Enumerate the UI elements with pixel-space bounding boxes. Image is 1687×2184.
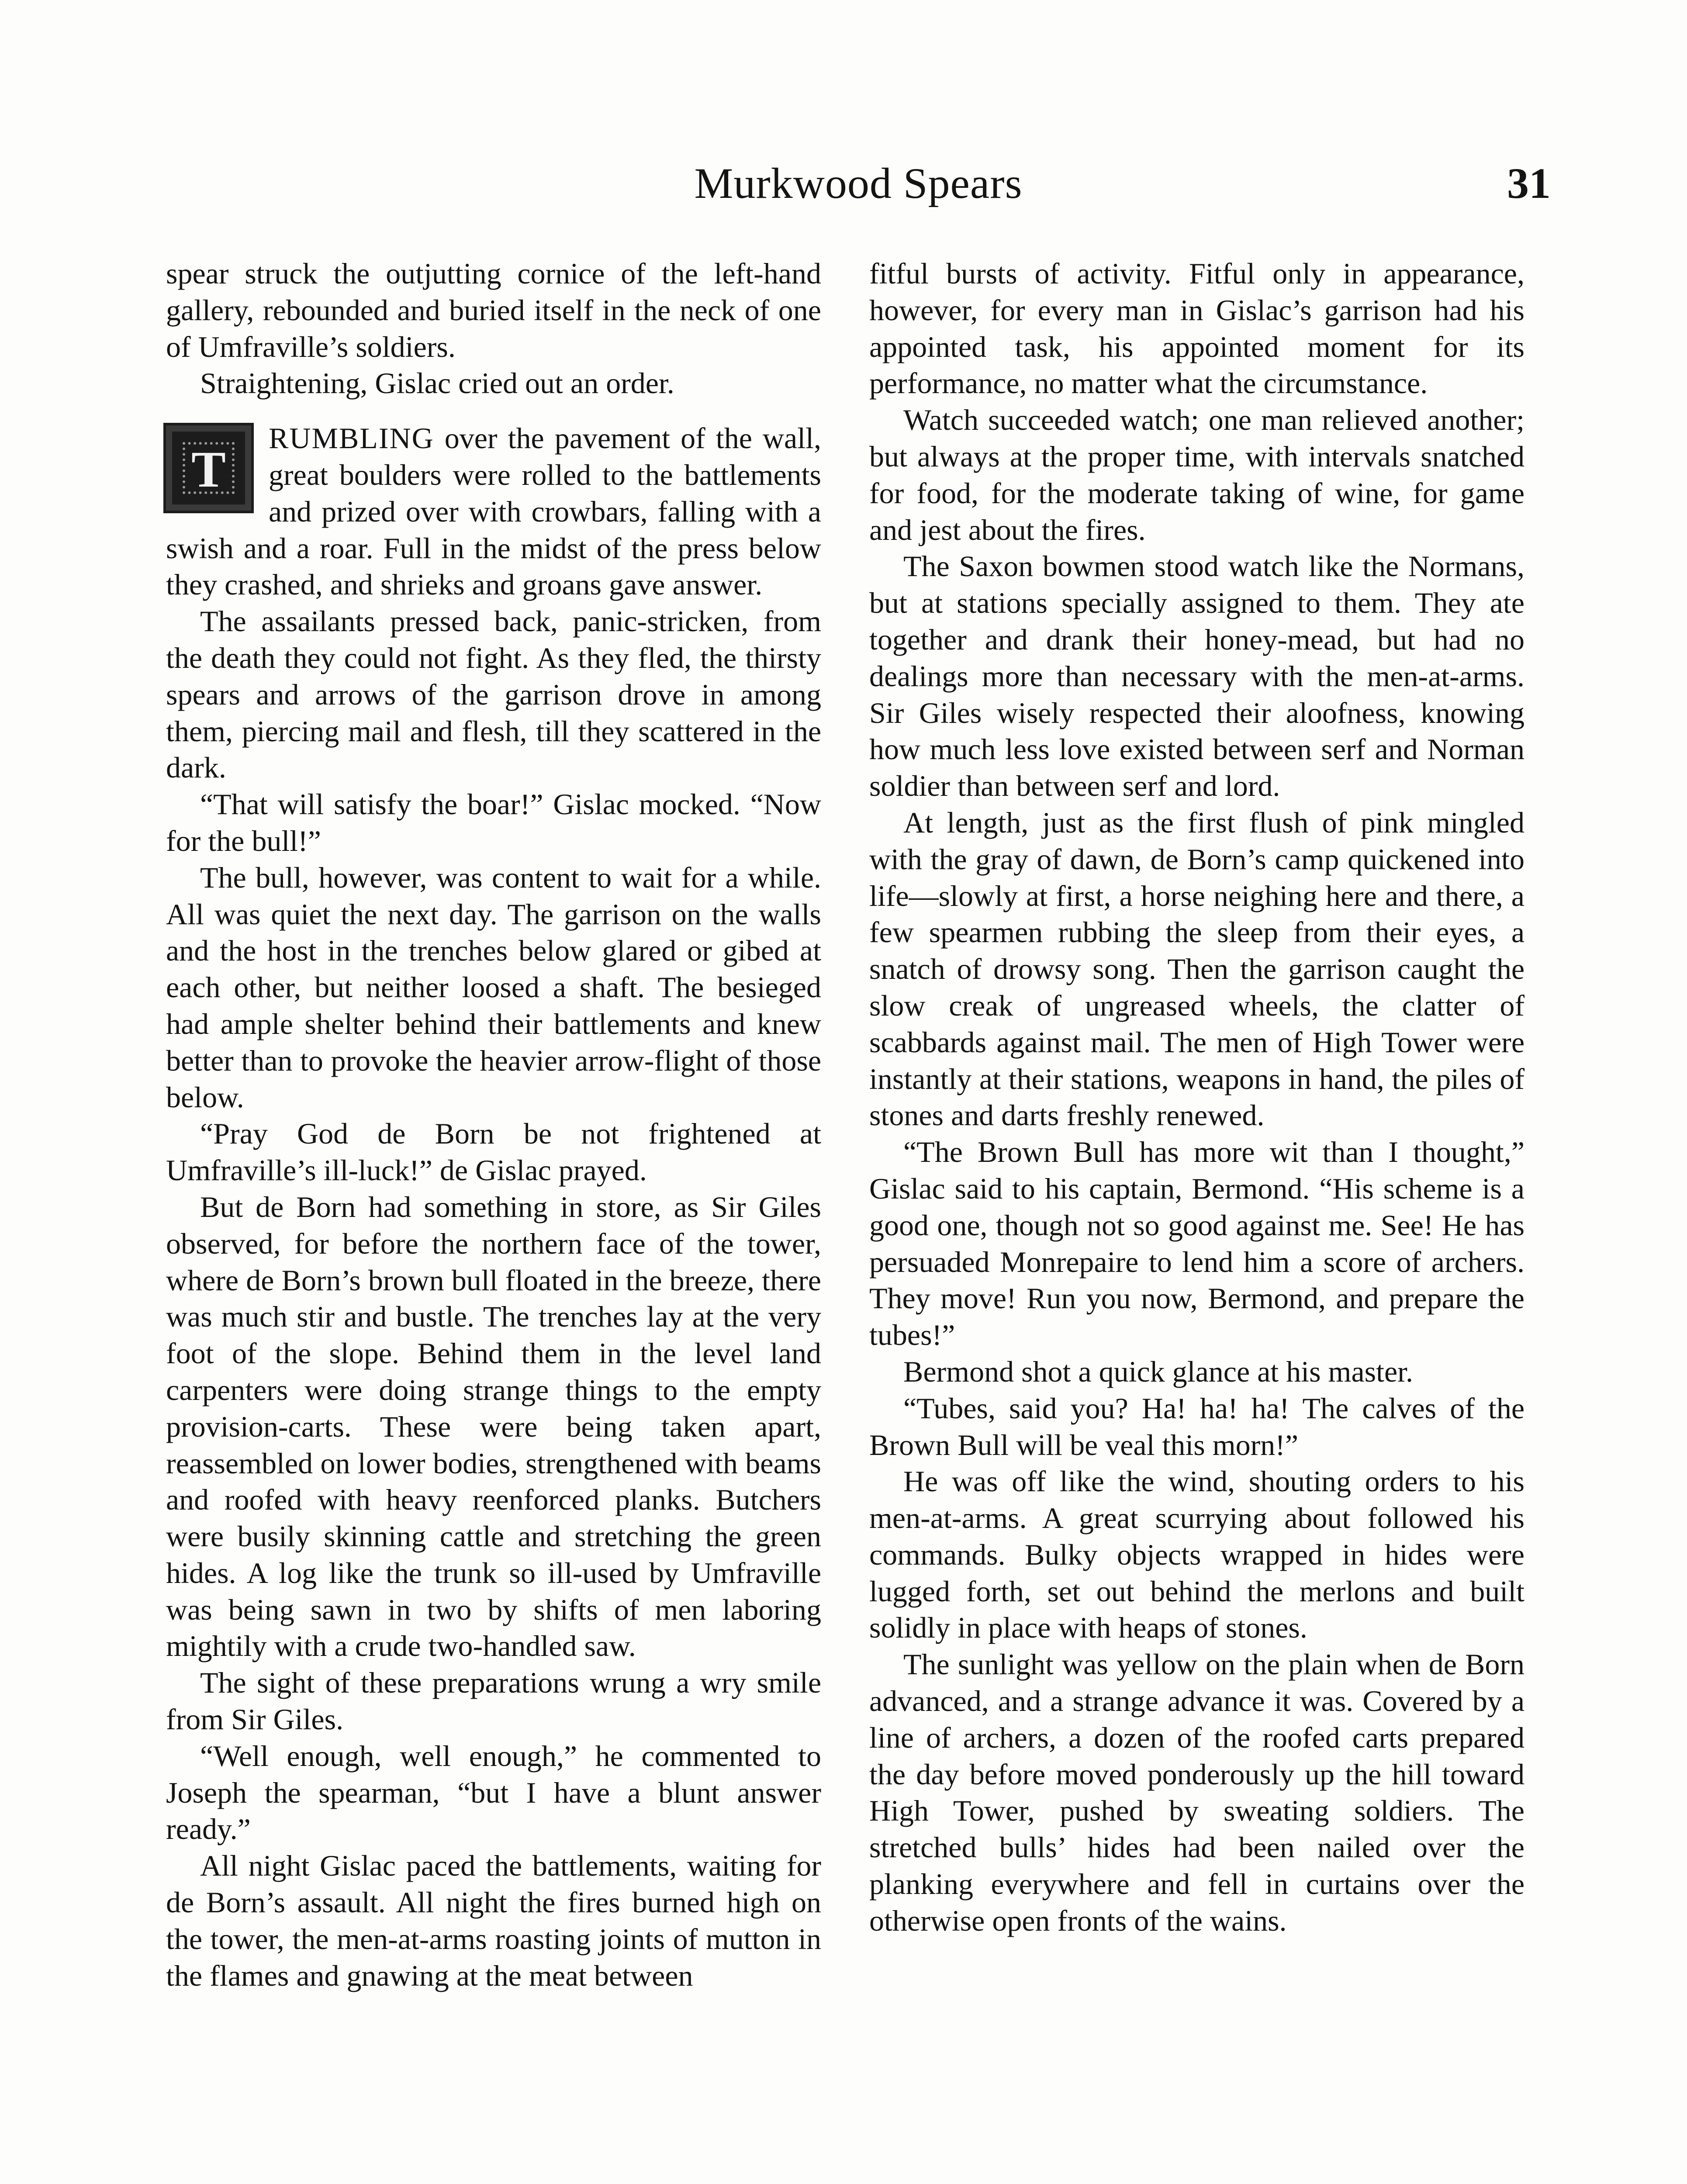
paragraph: spear struck the outjutting cornice of the left-hand gallery, rebounded and buried itself in the neck of one of Umfraville’s soldiers. (166, 257, 821, 363)
paragraph: But de Born had something in store, as Sir Giles observed, for before the northern face of the tower, where de Born’s brown bull floated in the breeze, there was much stir and bustle. The trenches lay at the very foot of the slope. Behind them in the level land carpenters were doing strange things to the empty provision-carts. These were being taken apart, reassembled on lower bodies, strengthened with beams and roofed with heavy reenforced planks. Butchers were busily skinning cattle and stretching the green hides. A log like the trunk so ill-used by Umfraville was being sawn in two by shifts of men laboring mightily with a crude two-handled saw. (166, 1190, 821, 1663)
page-number: 31 (1507, 159, 1551, 207)
page-header (166, 155, 1551, 212)
section-opening-paragraph (166, 420, 821, 603)
paragraph: “The Brown Bull has more wit than I thought,” Gislac said to his captain, Bermond. “His scheme is a good one, though not so good against me. See! He has persuaded Monrepaire to lend him a score of archers. They move! Run you now, Bermond, and prepare the tubes!” (869, 1135, 1525, 1352)
section-lead-text: over the pavement of the wall, great boulders were rolled to the battlements and prized over with crowbars, falling with a swish and a roar. Full in the midst of the press below they crashed, and shrieks and groans gave answer. (166, 422, 821, 601)
paragraph: The sunlight was yellow on the plain when de Born advanced, and a strange advance it was. Covered by a line of archers, a dozen of the roofed carts prepared the day before moved ponderously up the hill toward High Tower, pushed by sweating soldiers. The stretched bulls’ hides had been nailed over the planking everywhere and fell in curtains over the otherwise open fronts of the wains. (869, 1648, 1525, 1937)
paragraph: At length, just as the first flush of pink mingled with the gray of dawn, de Born’s camp quickened into life—slowly at first, a horse neighing here and there, a few spearmen rubbing the sleep from their eyes, a snatch of drowsy song. Then the garrison caught the slow creak of ungreased wheels, the clatter of scabbards against mail. The men of High Tower were instantly at their stations, weapons in hand, the piles of stones and darts freshly renewed. (869, 805, 1525, 1132)
running-title: Murkwood Spears (694, 159, 1023, 207)
paragraph: All night Gislac paced the battlements, waiting for de Born’s assault. All night the fires burned high on the tower, the men-at-arms roasting joints of mutton in the flames and gnawing at the meat between (166, 1849, 821, 1992)
paragraph: Watch succeeded watch; one man relieved another; but always at the proper time, with intervals snatched for food, for the moderate taking of wine, for game and jest about the fires. (869, 403, 1525, 546)
paragraph: “Tubes, said you? Ha! ha! ha! The calves of the Brown Bull will be veal this morn!” (869, 1391, 1525, 1462)
paragraph: Straightening, Gislac cried out an order. (200, 366, 674, 400)
left-column (166, 256, 821, 1994)
drop-cap-ornament (166, 425, 251, 511)
paragraph: fitful bursts of activity. Fitful only in appearance, however, for every man in Gislac’s garrison had his appointed task, his appointed moment for its performance, no matter what the circumstance. (869, 257, 1525, 400)
paragraph: Bermond shot a quick glance at his master. (903, 1355, 1414, 1388)
paragraph: The assailants pressed back, panic-stricken, from the death they could not fight. As they fled, the thirsty spears and arrows of the garrison drove in among them, piercing mail and flesh, till they scattered in the dark. (166, 605, 821, 784)
section-lead-word: RUMBLING (269, 422, 434, 455)
paragraph: “That will satisfy the boar!” Gislac mocked. “Now for the bull!” (166, 788, 821, 857)
paragraph: “Well enough, well enough,” he commented to Joseph the spearman, “but I have a blunt answer ready.” (166, 1739, 821, 1846)
paragraph: The bull, however, was content to wait for a while. All was quiet the next day. The garrison on the walls and the host in the trenches below glared or gibed at each other, but neither loosed a shaft. The besieged had ample shelter behind their battlements and knew better than to provoke the heavier arrow-flight of those below. (166, 860, 821, 1114)
paragraph: The sight of these preparations wrung a wry smile from Sir Giles. (166, 1666, 821, 1736)
right-column (869, 256, 1525, 1939)
paragraph: He was off like the wind, shouting orders to his men-at-arms. A great scurrying about followed his commands. Bulky objects wrapped in hides were lugged forth, set out behind the merlons and built solidly in place with heaps of stones. (869, 1465, 1525, 1645)
paragraph: The Saxon bowmen stood watch like the Normans, but at stations specially assigned to them. They ate together and drank their honey-mead, but had no dealings more than necessary with the men-at-arms. Sir Giles wisely respected their aloofness, knowing how much less love existed between serf and Norman soldier than between serf and lord. (869, 549, 1525, 803)
drop-cap-letter: T (191, 441, 226, 498)
paragraph: “Pray God de Born be not frightened at Umfraville’s ill-luck!” de Gislac prayed. (166, 1117, 821, 1187)
